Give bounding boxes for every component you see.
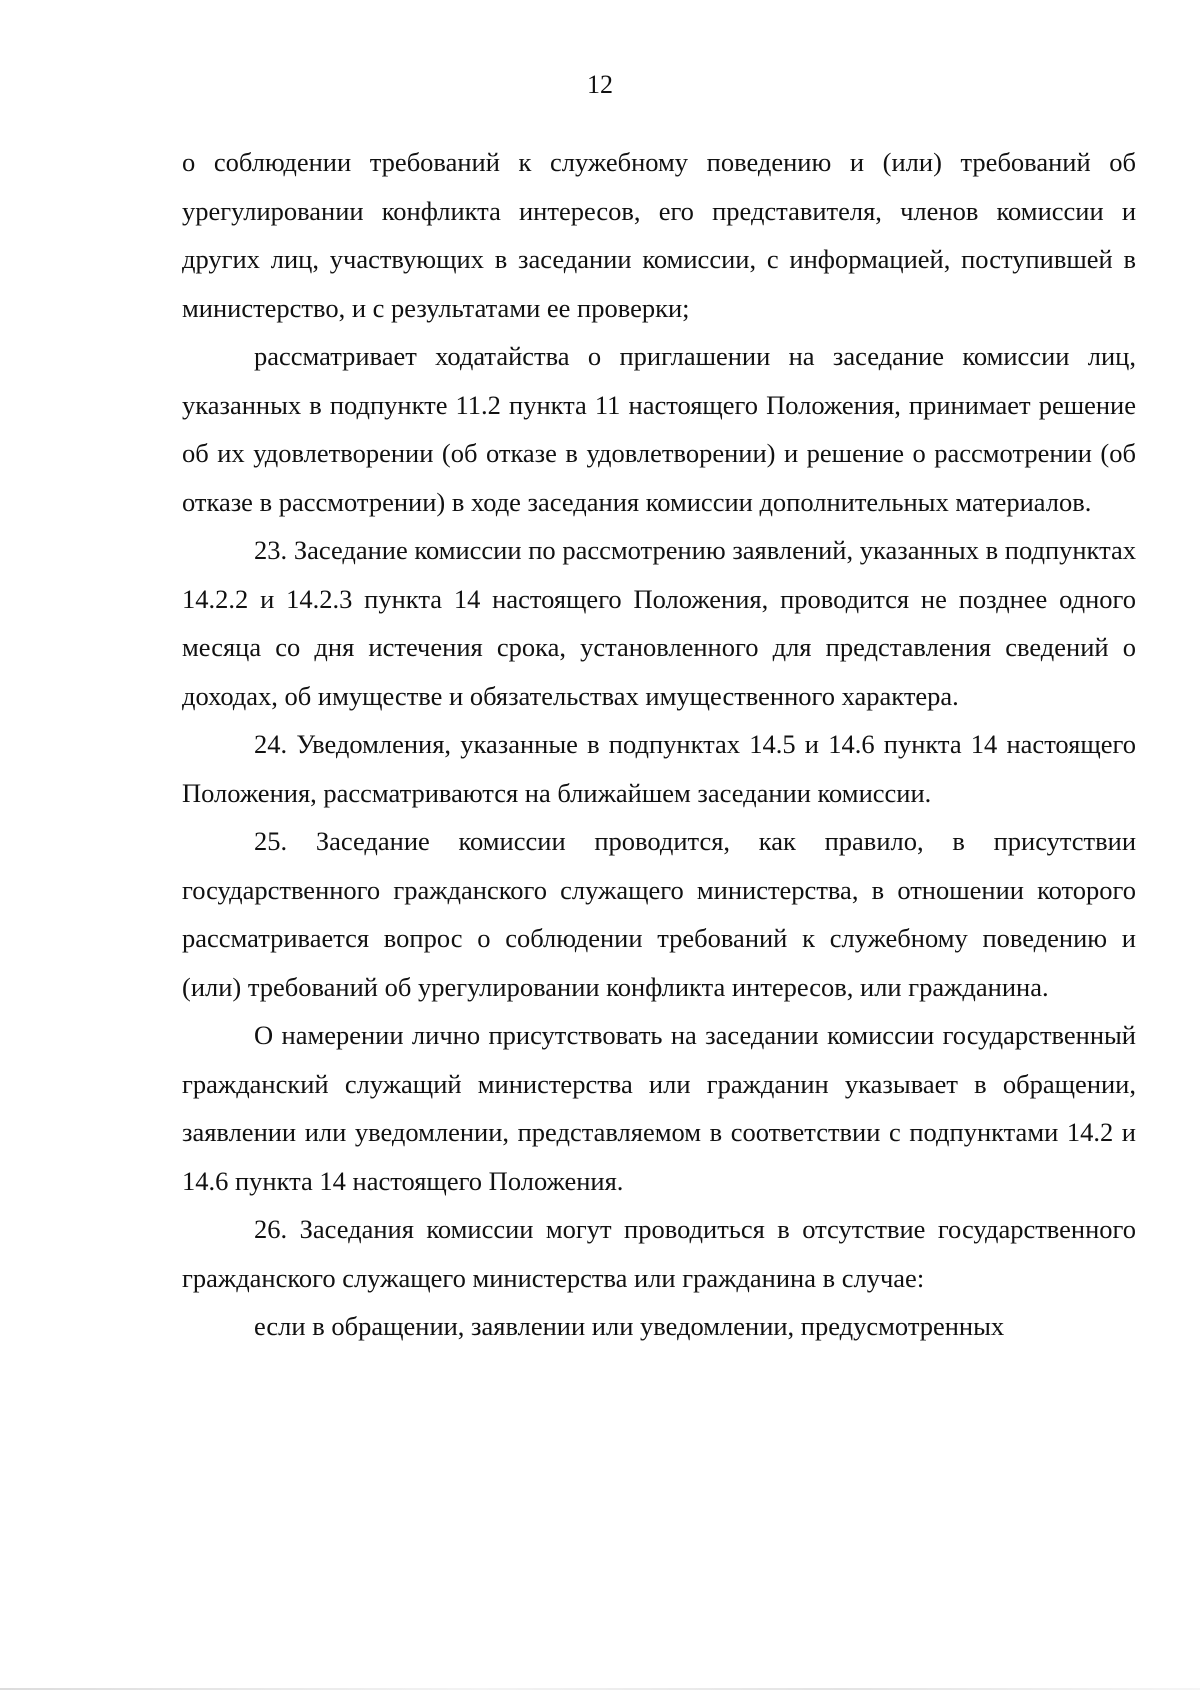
page-number: 12: [587, 70, 613, 99]
document-body: [182, 138, 1136, 1351]
paragraph-if-case: если в обращении, заявлении или уведомлении, предусмотренных: [254, 1311, 1005, 1341]
scan-edge-divider: [0, 1688, 1200, 1690]
paragraph-23: 23. Заседание комиссии по рассмотрению заявлений, указанных в подпунктах 14.2.2 и 14.2.3 пункта 14 настоящего Положения, проводится не позднее одного месяца со дня истечения срока, установленного для представления сведений о доходах, об имуществе и обязательствах имущественного характера.: [182, 535, 1136, 711]
paragraph-24: 24. Уведомления, указанные в подпунктах 14.5 и 14.6 пункта 14 настоящего Положения, рассматриваются на ближайшем заседании комиссии.: [182, 729, 1136, 808]
paragraph-26: 26. Заседания комиссии могут проводиться в отсутствие государственного гражданского служащего министерства или гражданина в случае:: [182, 1214, 1136, 1293]
paragraph-25: 25. Заседание комиссии проводится, как правило, в присутствии государственного гражданского служащего министерства, в отношении которого рассматривается вопрос о соблюдении требований к служебному поведению и (или) требований об урегулировании конфликта интересов, или гражданина.: [182, 826, 1136, 1002]
paragraph-intention: О намерении лично присутствовать на заседании комиссии государственный гражданский служащий министерства или гражданин указывает в обращении, заявлении или уведомлении, представляемом в соответствии с подпунктами 14.2 и 14.6 пункта 14 настоящего Положения.: [182, 1020, 1136, 1196]
paragraph-petitions: рассматривает ходатайства о приглашении на заседание комиссии лиц, указанных в подпункте 11.2 пункта 11 настоящего Положения, принимает решение об их удовлетворении (об отказе в удовлетворении) и решение о рассмотрении (об отказе в рассмотрении) в ходе заседания комиссии дополнительных материалов.: [182, 341, 1136, 517]
paragraph-continuation: о соблюдении требований к служебному поведению и (или) требований об урегулировании конфликта интересов, его представителя, членов комиссии и других лиц, участвующих в заседании комиссии, с информацией, поступившей в министерство, и с результатами ее проверки;: [182, 147, 1136, 323]
